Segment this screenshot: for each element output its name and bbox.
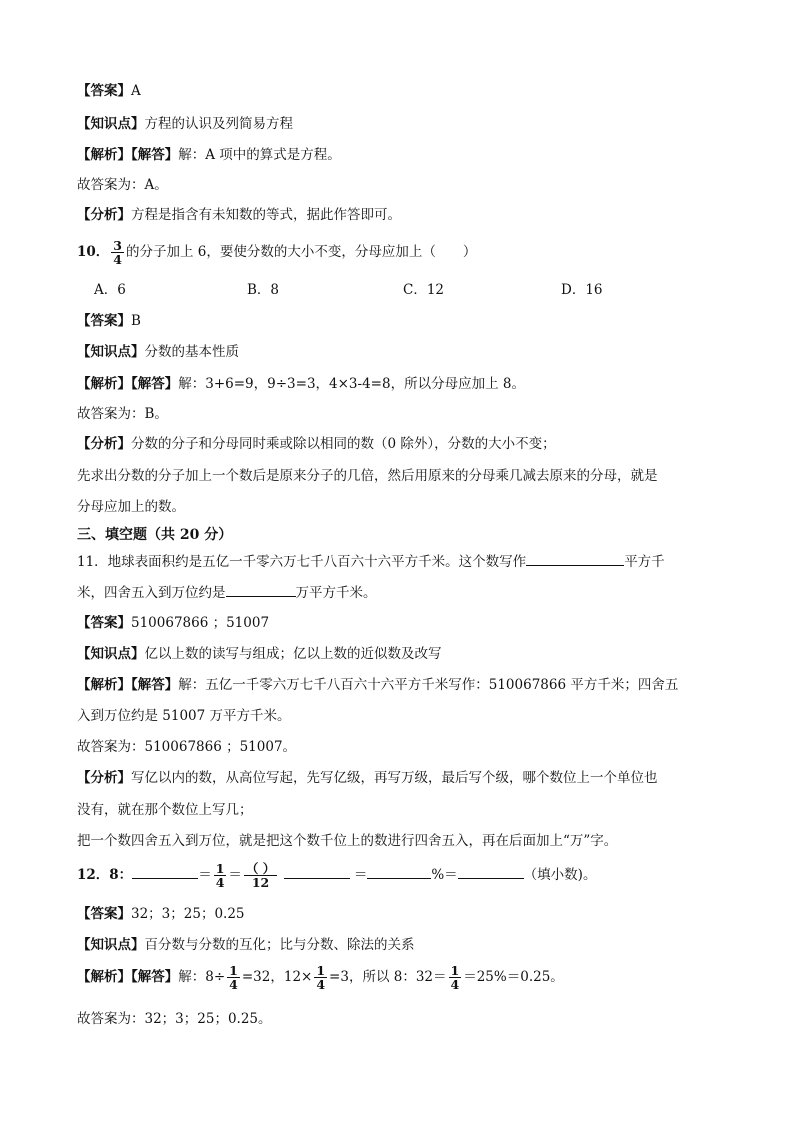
fraction-numerator: 1 <box>450 963 460 978</box>
fraction-numerator: （ ） <box>245 861 276 876</box>
answer-blank[interactable] <box>367 864 431 879</box>
knowledge-text: 亿以上数的读写与组成；亿以上数的近似数及改写 <box>144 646 442 662</box>
knowledge-tag: 【知识点】 <box>77 646 145 662</box>
fraction-denominator: 4 <box>450 977 460 992</box>
analysis-tag: 【解析】【解答】 <box>77 677 179 693</box>
fenxi-tag: 【分析】 <box>77 207 131 223</box>
fraction-blank-12 <box>244 862 277 889</box>
q9-analysis-line <box>77 146 341 164</box>
answer-blank[interactable] <box>284 864 350 879</box>
q10-analysis-line <box>77 375 525 393</box>
q12-analysis-line <box>77 960 564 994</box>
q11-fenxi-line <box>77 769 658 787</box>
equals: ＝ <box>228 867 242 883</box>
question-stem: 的分子加上 6，要使分数的大小不变，分母应加上（ ） <box>126 244 477 260</box>
q11-stem-line-2 <box>77 582 377 602</box>
answer-value: 32；3；25；0.25 <box>131 906 245 922</box>
fraction-numerator: 3 <box>113 238 122 253</box>
section-heading: 三、填空题（共 20 分） <box>77 527 233 543</box>
q10-knowledge-line <box>77 343 239 361</box>
option-a: A．6 <box>94 282 126 298</box>
fraction-denominator: 4 <box>113 252 122 267</box>
analysis-tag: 【解析】【解答】 <box>77 376 179 392</box>
fenxi-tag: 【分析】 <box>77 436 131 452</box>
q12-knowledge-line <box>77 936 415 954</box>
fraction-1-4 <box>449 964 462 991</box>
answer-blank[interactable] <box>526 551 624 566</box>
q11-fenxi-line-2: 没有，就在那个数位上写几； <box>77 802 253 818</box>
question-number: 10． <box>77 244 110 260</box>
equals: ＝ <box>353 867 368 883</box>
q10-stem <box>77 236 476 268</box>
fraction-denominator: 4 <box>229 977 238 992</box>
q11-analysis-line-2: 入到万位约是 51007 万平方千米。 <box>77 708 291 724</box>
analysis-text: =3，所以 8：32＝ <box>329 969 447 985</box>
q12-stem <box>77 858 596 892</box>
option-c: C．12 <box>403 282 445 298</box>
question-stem: 米，四舍五入到万位约是 <box>77 585 226 601</box>
analysis-text: 解：五亿一千零六万七千八百六十六平方千米写作：510067866 平方千米；四舍五 <box>178 677 679 693</box>
option-b: B．8 <box>247 282 280 298</box>
fraction-1-4 <box>227 964 240 991</box>
analysis-text: 解：3+6=9，9÷3=3，4×3-4=8，所以分母应加上 8。 <box>178 376 525 392</box>
fraction-denominator: 4 <box>215 875 225 890</box>
analysis-text: 解：A 项中的算式是方程。 <box>178 147 341 163</box>
q10-fenxi-line <box>77 435 556 453</box>
fenxi-text: 写亿以内的数，从高位写起，先写亿级，再写万级，最后写个级，哪个数位上一个单位也 <box>131 770 658 786</box>
equals: ＝ <box>198 867 212 883</box>
fenxi-tag: 【分析】 <box>77 770 131 786</box>
q9-fenxi-line <box>77 206 401 224</box>
option-d: D．16 <box>561 282 603 298</box>
analysis-text: ＝25%＝0.25。 <box>463 969 564 985</box>
question-stem-tail: 平方千 <box>624 554 665 570</box>
answer-tag: 【答案】 <box>77 83 131 99</box>
fraction-numerator: 1 <box>215 861 225 876</box>
fraction-numerator: 1 <box>229 963 238 978</box>
question-stem-tail: （填小数)。 <box>523 867 597 883</box>
fraction-1-4 <box>214 862 227 889</box>
q9-conclusion-line: 故答案为：A。 <box>77 177 168 193</box>
knowledge-tag: 【知识点】 <box>77 344 145 360</box>
knowledge-tag: 【知识点】 <box>77 116 145 132</box>
q10-fenxi-line-3: 分母应加上的数。 <box>77 499 185 515</box>
fraction-denominator: 4 <box>316 977 326 992</box>
answer-value: B <box>131 313 141 329</box>
question-stem-tail: 万平方千米。 <box>295 585 377 601</box>
analysis-text: =32，12× <box>241 969 313 985</box>
q11-knowledge-line <box>77 645 442 663</box>
fraction-1-4 <box>314 964 327 991</box>
q11-fenxi-line-3: 把一个数四舍五入到万位，就是把这个数千位上的数进行四舍五入，再在后面加上“万”字。 <box>77 833 618 849</box>
q12-answer-line <box>77 905 245 923</box>
analysis-tag: 【解析】【解答】 <box>77 969 179 985</box>
answer-blank[interactable] <box>226 582 296 597</box>
answer-tag: 【答案】 <box>77 906 131 922</box>
q10-answer-line <box>77 312 141 330</box>
answer-tag: 【答案】 <box>77 313 131 329</box>
knowledge-text: 百分数与分数的互化；比与分数、除法的关系 <box>144 937 415 953</box>
knowledge-tag: 【知识点】 <box>77 937 145 953</box>
answer-value: A <box>131 83 141 99</box>
analysis-text: 解：8÷ <box>178 969 226 985</box>
knowledge-text: 方程的认识及列简易方程 <box>144 116 293 132</box>
question-number: 12．8： <box>77 867 133 883</box>
fraction-denominator: 12 <box>251 875 270 890</box>
q10-conclusion-line: 故答案为：B。 <box>77 406 168 422</box>
analysis-tag: 【解析】【解答】 <box>77 147 179 163</box>
fenxi-text: 方程是指含有未知数的等式，据此作答即可。 <box>131 207 401 223</box>
answer-blank[interactable] <box>458 864 524 879</box>
answer-tag: 【答案】 <box>77 615 131 631</box>
q9-knowledge-line <box>77 115 293 133</box>
q11-answer-line <box>77 614 269 632</box>
fraction-3-4 <box>111 239 124 266</box>
q11-stem-line-1 <box>77 551 665 571</box>
q12-conclusion-line: 故答案为：32；3；25；0.25。 <box>77 1011 272 1027</box>
knowledge-text: 分数的基本性质 <box>144 344 239 360</box>
fraction-numerator: 1 <box>316 963 326 978</box>
answer-value: 510067866 ；51007 <box>131 615 270 631</box>
question-stem: 11．地球表面积约是五亿一千零六万七千八百六十六平方千米。这个数写作 <box>77 554 527 570</box>
percent-equals: %＝ <box>431 867 458 883</box>
fenxi-text: 分数的分子和分母同时乘或除以相同的数（0 除外），分数的大小不变； <box>131 436 556 452</box>
q9-answer-line <box>77 82 141 100</box>
answer-blank[interactable] <box>132 864 198 879</box>
q11-conclusion-line: 故答案为：510067866 ；51007。 <box>77 739 297 755</box>
q11-analysis-line <box>77 676 678 694</box>
q10-fenxi-line-2: 先求出分数的分子加上一个数后是原来分子的几倍，然后用原来的分母乘几减去原来的分母，就是 <box>77 468 658 484</box>
